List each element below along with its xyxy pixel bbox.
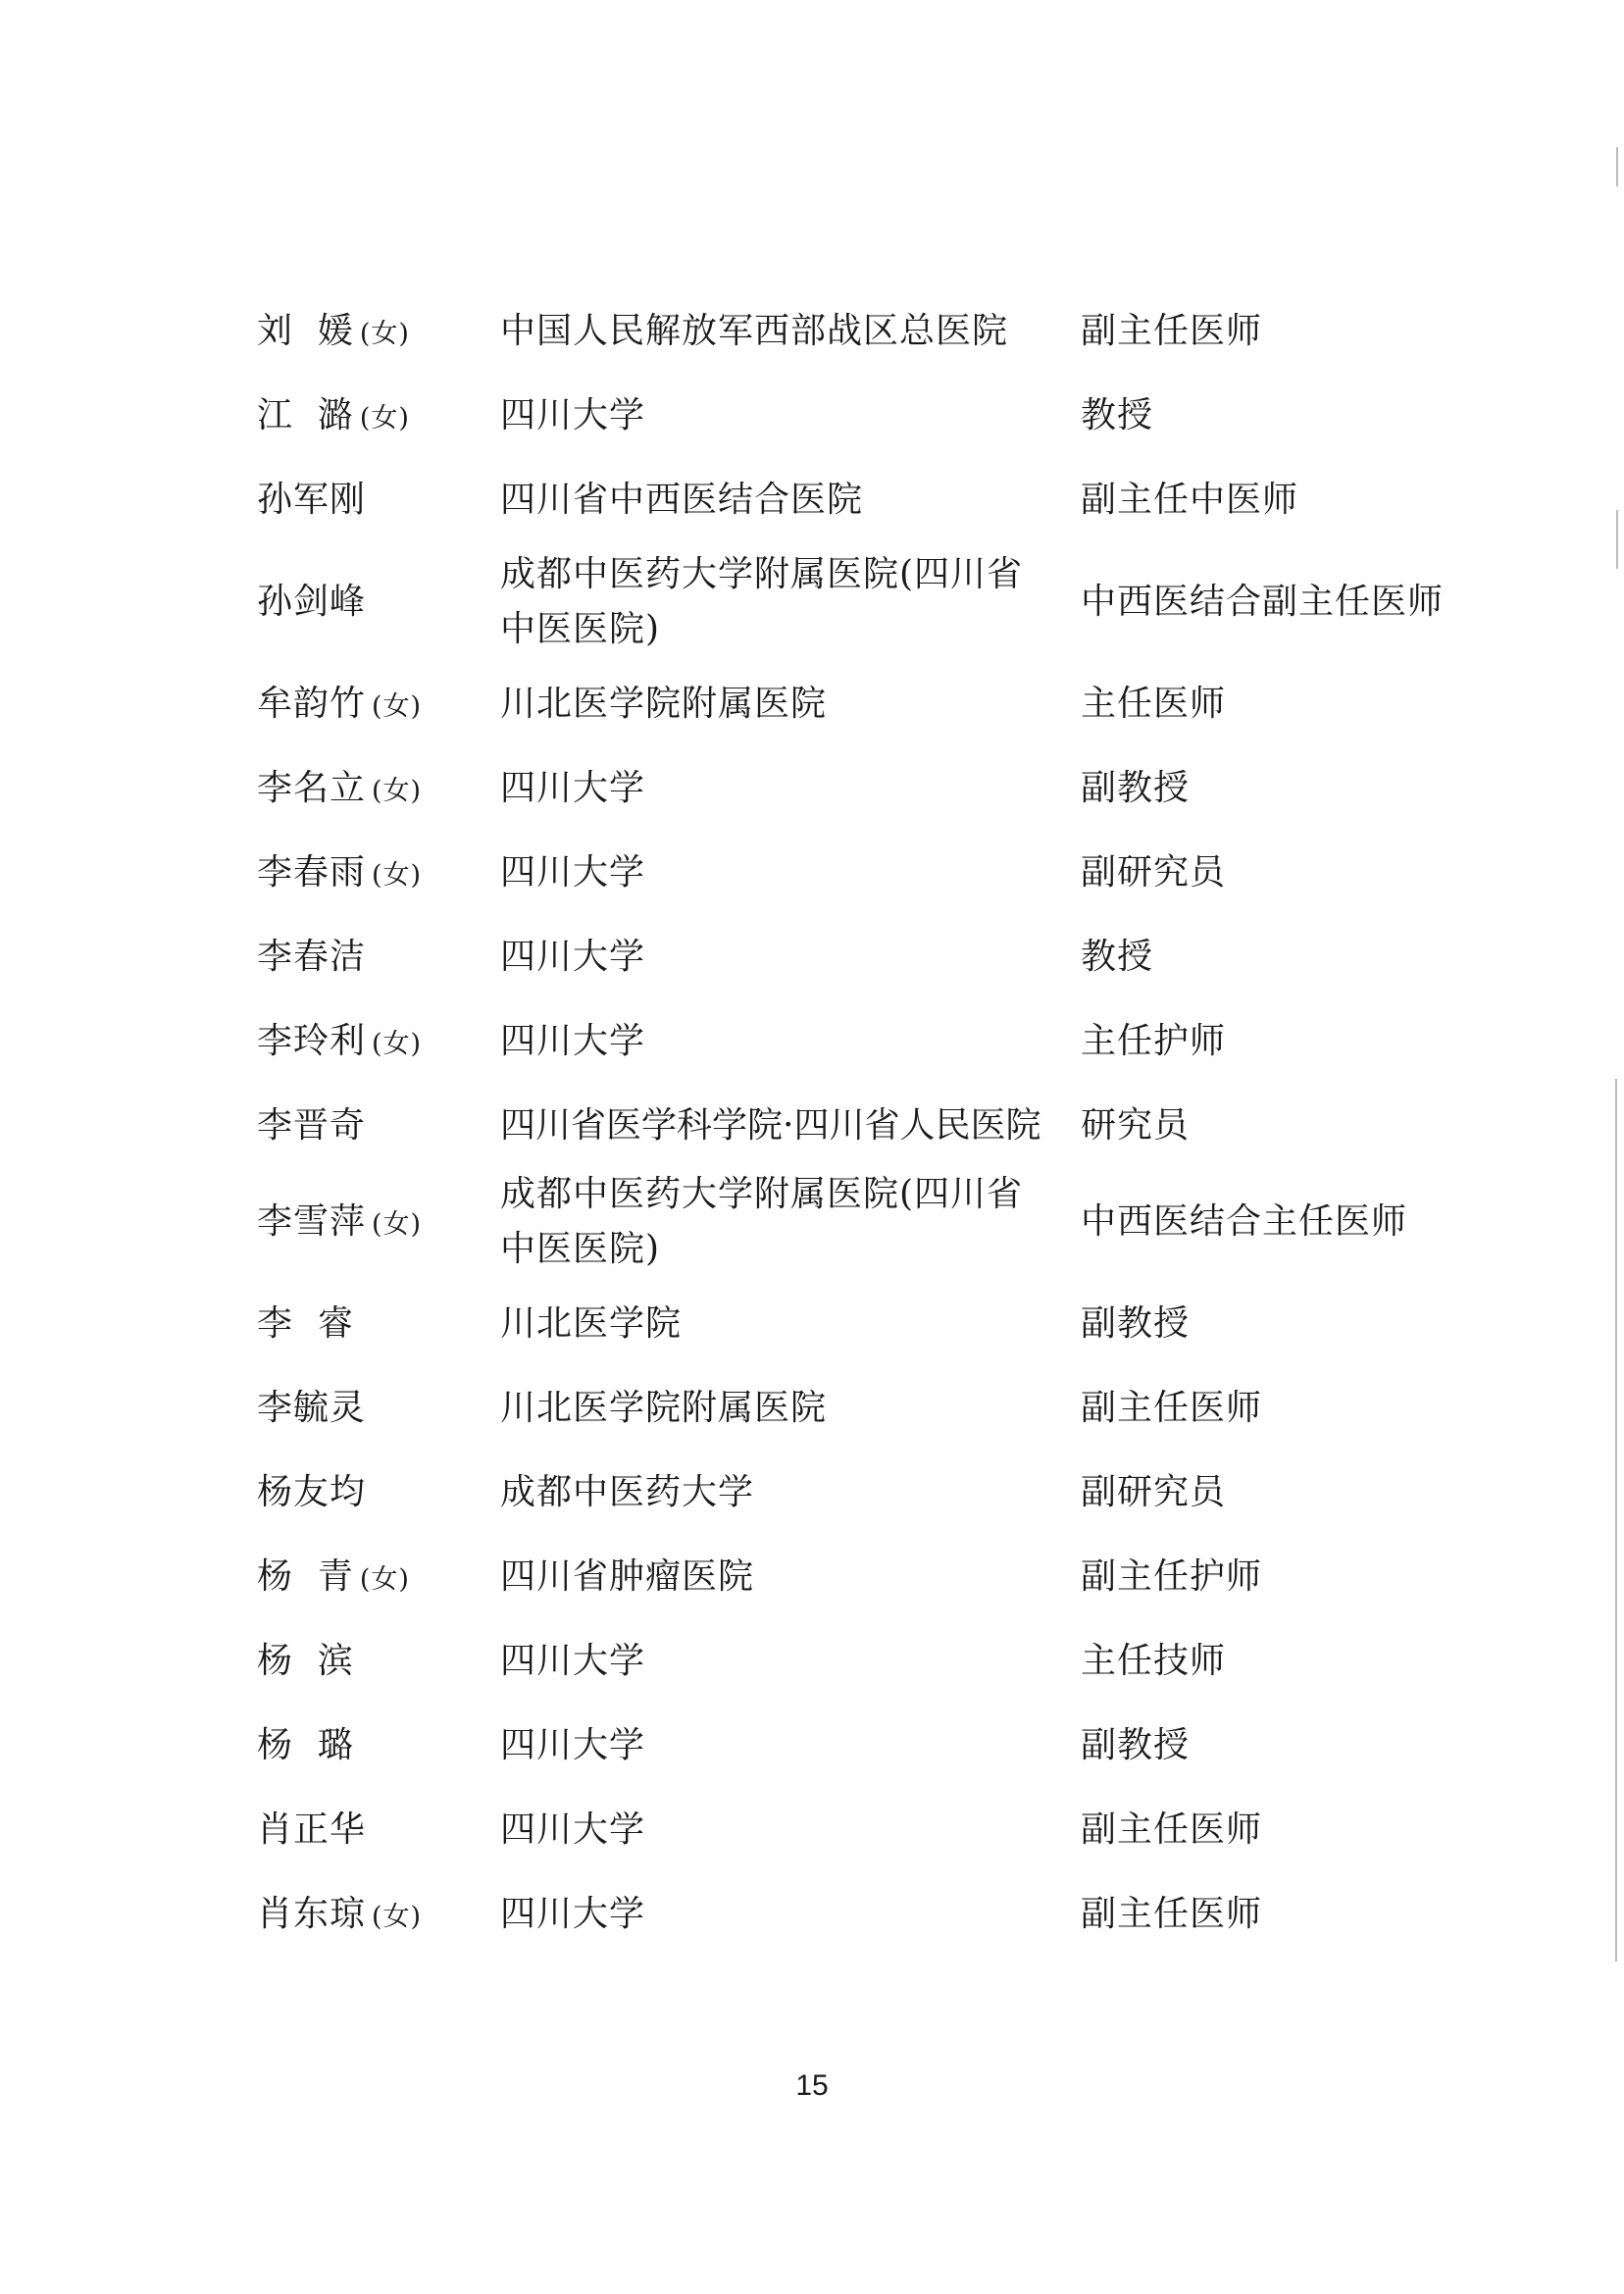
person-name: 李 睿 — [257, 1303, 354, 1344]
person-name: 李玲利 (女) — [257, 1021, 423, 1061]
work-unit: 四川省肿瘤医院 — [500, 1556, 755, 1597]
work-unit: 四川大学 — [500, 937, 646, 977]
scan-edge-line — [1615, 1079, 1617, 1962]
person-name: 杨友均 — [257, 1472, 367, 1512]
work-unit: 四川大学 — [500, 1810, 646, 1850]
work-unit: 四川大学 — [500, 768, 646, 808]
job-title: 副主任中医师 — [1081, 480, 1299, 520]
job-title: 中西医结合主任医师 — [1081, 1201, 1408, 1242]
person-name: 孙军刚 — [257, 480, 367, 520]
job-title: 副教授 — [1081, 1303, 1191, 1344]
person-name: 李名立 (女) — [257, 768, 423, 808]
job-title: 副研究员 — [1081, 1472, 1227, 1512]
work-unit: 中国人民解放军西部战区总医院 — [500, 311, 1009, 351]
job-title: 副研究员 — [1081, 852, 1227, 892]
page-number: 15 — [795, 2069, 829, 2102]
job-title: 主任护师 — [1081, 1021, 1227, 1061]
job-title: 副教授 — [1081, 768, 1191, 808]
work-unit: 四川大学 — [500, 1725, 646, 1765]
job-title: 教授 — [1081, 937, 1154, 977]
job-title: 主任医师 — [1081, 684, 1227, 724]
work-unit: 川北医学院 — [500, 1303, 683, 1344]
work-unit: 成都中医药大学附属医院(四川省中医医院) — [500, 554, 1024, 649]
person-name: 牟韵竹 (女) — [257, 684, 423, 724]
work-unit: 四川省中西医结合医院 — [500, 480, 864, 520]
job-title: 副主任医师 — [1081, 1810, 1263, 1850]
job-title: 教授 — [1081, 395, 1154, 435]
person-name: 杨 青 (女) — [257, 1556, 410, 1597]
work-unit: 成都中医药大学附属医院(四川省中医医院) — [500, 1174, 1024, 1269]
work-unit: 成都中医药大学 — [500, 1472, 755, 1512]
job-title: 主任技师 — [1081, 1641, 1227, 1681]
person-name: 杨 璐 — [257, 1725, 354, 1765]
person-name: 肖东琼 (女) — [257, 1894, 423, 1934]
job-title: 副主任护师 — [1081, 1556, 1263, 1597]
job-title: 副教授 — [1081, 1725, 1191, 1765]
person-name: 孙剑峰 — [257, 582, 367, 622]
job-title: 副主任医师 — [1081, 1894, 1263, 1934]
work-unit: 四川省医学科学院·四川省人民医院 — [500, 1105, 1041, 1146]
person-name: 肖正华 — [257, 1810, 367, 1850]
work-unit: 四川大学 — [500, 1021, 646, 1061]
person-name: 刘 媛 (女) — [257, 311, 410, 351]
person-name: 李毓灵 — [257, 1388, 367, 1428]
work-unit: 四川大学 — [500, 1641, 646, 1681]
scan-edge-mark — [1616, 147, 1618, 186]
person-name: 李晋奇 — [257, 1105, 367, 1146]
job-title: 研究员 — [1081, 1105, 1191, 1146]
job-title: 副主任医师 — [1081, 311, 1263, 351]
job-title: 副主任医师 — [1081, 1388, 1263, 1428]
person-name: 李春洁 — [257, 937, 367, 977]
work-unit: 川北医学院附属医院 — [500, 684, 828, 724]
person-name: 江 潞 (女) — [257, 395, 410, 435]
work-unit: 四川大学 — [500, 852, 646, 892]
job-title: 中西医结合副主任医师 — [1081, 582, 1445, 622]
scan-edge-mark — [1616, 510, 1618, 569]
person-name: 李春雨 (女) — [257, 852, 423, 892]
work-unit: 四川大学 — [500, 1894, 646, 1934]
work-unit: 四川大学 — [500, 395, 646, 435]
person-name: 李雪萍 (女) — [257, 1201, 423, 1242]
work-unit: 川北医学院附属医院 — [500, 1388, 828, 1428]
person-name: 杨 滨 — [257, 1641, 354, 1681]
